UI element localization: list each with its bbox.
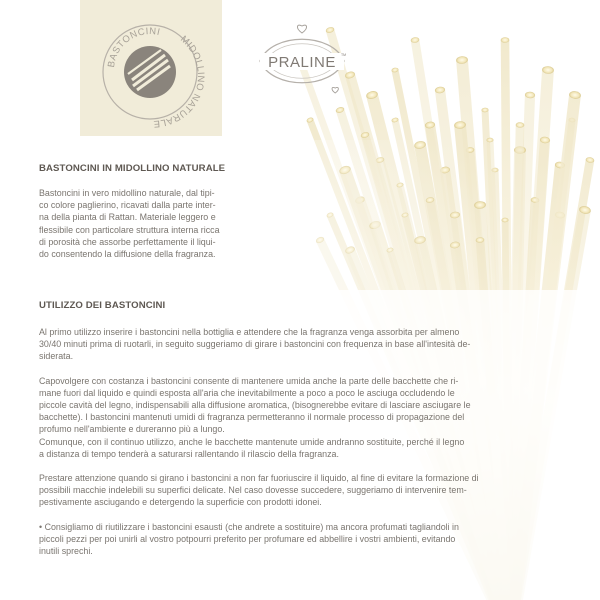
section2-title: UTILIZZO DEI BASTONCINI [39, 300, 166, 311]
heart-icon [297, 25, 306, 33]
text-line: bacchette). I bastoncini mantenuti umidi di fragranza permetteranno il normale processo di propagazione del [39, 412, 465, 423]
text-line: a distanza di tempo tenderà a saturarsi rallentando il rilascio della fragranza. [39, 448, 339, 459]
heart-icon [332, 87, 338, 93]
paragraph-reuse-tip [39, 521, 564, 558]
section1-body [39, 187, 269, 260]
section-utilizzo [39, 300, 564, 557]
text-line: Al primo utilizzo inserire i bastoncini nella bottiglia e attendere che la fragranza venga assorbita per almeno [39, 327, 460, 337]
badge-top-text: BASTONCINI [106, 25, 162, 69]
text-line: flessibile con particolare struttura interna ricca [39, 224, 220, 235]
text-line: Capovolgere con costanza i bastoncini consente di mantenere umida anche la parte delle bacchette che ri- [39, 375, 459, 386]
section-midollino [39, 163, 269, 260]
paragraph-caution [39, 472, 564, 509]
text-line: piccoli pezzi per poi unirli al vostro potpourri preferito per profumare ed abbellire i vostri ambienti, evitando [39, 533, 456, 544]
text-line: 30/40 minuti prima di ruotarli, in seguito suggeriamo di girare i bastoncini con frequenza in base all'intesità de- [39, 339, 471, 350]
text-line: na della pianta di Rattan. Materiale leggero e [39, 212, 216, 223]
praline-logo [252, 18, 352, 104]
paragraph-first-use [39, 326, 564, 363]
text-line: siderata. [39, 351, 74, 362]
text-line: Bastoncini in vero midollino naturale, dal tipi- [39, 188, 215, 198]
text-line: di porosità che assorbe perfettamente il liqui- [39, 236, 216, 247]
text-line: mane fuori dal liquido e quindi esposta all'aria che inevitabilmente a poco a poco le asciuga occludendo le [39, 387, 455, 398]
text-line: co colore paglierino, ricavati dalla parte inter- [39, 200, 216, 211]
text-line: do consentendo la diffusione della fragranza. [39, 249, 216, 260]
brand-name: PRALINE [268, 54, 336, 71]
text-line: inutili sprechi. [39, 546, 93, 557]
paragraph-rotation [39, 375, 564, 460]
text-line: possibili macchie indelebili su superfici delicate. Nel caso dovesse succedere, suggeriamo di intervenire tem- [39, 485, 467, 496]
badge-bottom-text: MIDOLLINO NATURALE [152, 33, 207, 130]
section1-title: BASTONCINI IN MIDOLLINO NATURALE [39, 163, 226, 174]
text-line: • Consigliamo di riutilizzare i bastoncini esausti (che andrete a sostituire) ma ancora profumati tagliandoli in [39, 521, 459, 532]
text-line: pestivamente asciugando e detergendo la superficie con prodotti idonei. [39, 497, 322, 508]
text-line: Comunque, con il continuo utilizzo, anche le bacchette mantenute umide andranno sostituite, perché il legno [39, 436, 465, 447]
text-line: Prestare attenzione quando si girano i bastoncini a non far fuoriuscire il liquido, al fine di evitare la formazione di [39, 473, 479, 484]
text-line: piccole cavità del legno, indispensabili alla diffusione aromatica, (bisognerebbe evitare di lasciare asciugare le [39, 400, 471, 411]
text-line: profumo nell'ambiente e dureranno più a lungo. [39, 424, 225, 435]
trademark: TM [341, 53, 347, 57]
